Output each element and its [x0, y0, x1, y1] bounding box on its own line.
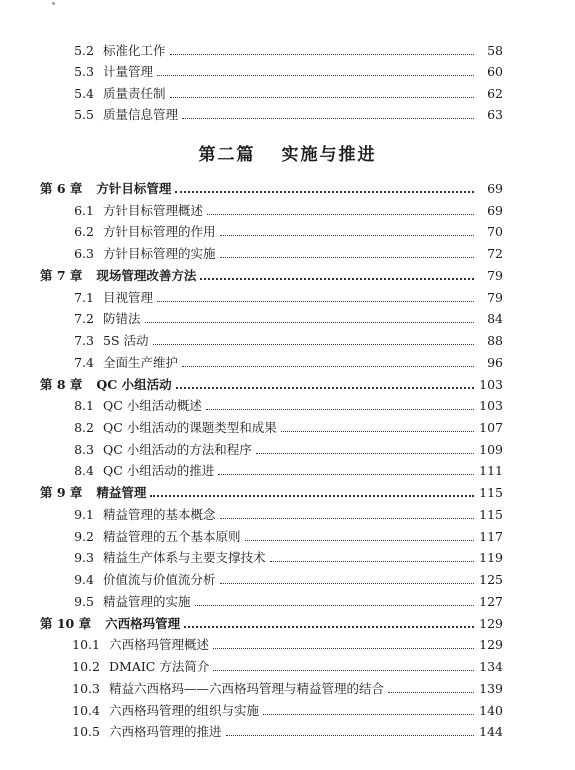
entry-number: 9.2	[74, 528, 94, 544]
entry-page-number: 69	[487, 181, 503, 196]
toc-section-entry	[40, 438, 503, 458]
entry-number: 10.1	[72, 637, 100, 653]
entry-number: 8.2	[74, 420, 94, 436]
entry-title: DMAIC 方法简介	[109, 659, 210, 675]
toc-chapter-entry	[40, 373, 503, 393]
entry-number: 8.3	[74, 441, 94, 457]
entry-page-number: 107	[479, 420, 503, 436]
dot-leader	[184, 626, 474, 628]
entry-title: 全面生产维护	[103, 354, 179, 370]
entry-title: 精益六西格玛——六西格玛管理与精益管理的结合	[109, 680, 385, 696]
dot-leader	[213, 670, 474, 671]
entry-title: 方针目标管理	[96, 181, 172, 196]
entry-number: 第 8 章	[40, 376, 83, 392]
dot-leader	[220, 518, 474, 519]
entry-number: 7.3	[74, 333, 94, 349]
toc-section-entry	[40, 720, 503, 740]
dot-leader	[220, 235, 474, 236]
entry-title: 六西格玛管理的组织与实施	[109, 702, 260, 718]
entry-number: 5.3	[74, 64, 94, 80]
entry-number: 5.5	[74, 106, 94, 122]
entry-number: 10.5	[72, 724, 100, 740]
dot-leader	[176, 387, 474, 389]
toc-section-entry	[40, 286, 503, 306]
toc-section-entry	[40, 677, 503, 697]
entry-number: 6.2	[74, 224, 94, 240]
entry-number: 第 10 章	[40, 615, 92, 631]
entry-number: 8.4	[74, 463, 94, 479]
entry-title: 方针目标管理的实施	[103, 246, 216, 262]
dot-leader	[245, 540, 474, 541]
entry-number: 10.3	[72, 680, 100, 696]
entry-page-number: 62	[487, 85, 503, 101]
entry-page-number: 127	[479, 593, 503, 609]
entry-title: 价值流与价值流分析	[103, 572, 216, 588]
entry-number: 6.1	[74, 202, 94, 218]
entry-title: QC 小组活动的推进	[103, 463, 215, 479]
dot-leader	[256, 453, 474, 454]
dot-leader	[170, 97, 474, 98]
part-label: 第二篇	[198, 145, 256, 165]
scan-speck	[52, 2, 55, 5]
entry-title: QC 小组活动的课题类型和成果	[103, 420, 277, 436]
toc-section-entry	[40, 82, 503, 102]
entry-title: QC 小组活动概述	[103, 398, 202, 414]
entry-title: 计量管理	[103, 64, 154, 80]
entry-page-number: 58	[487, 43, 503, 58]
entry-title: 方针目标管理的作用	[103, 224, 216, 240]
part-name: 实施与推进	[281, 145, 377, 165]
entry-page-number: 96	[487, 354, 503, 370]
entry-title: 质量责任制	[103, 85, 166, 101]
entry-title: 精益管理	[96, 485, 147, 501]
toc-section-entry	[40, 416, 503, 436]
entry-page-number: 129	[479, 637, 503, 653]
toc-section-entry	[40, 39, 503, 59]
entry-number: 7.1	[74, 289, 94, 305]
entry-title: 5S 活动	[103, 333, 149, 349]
entry-page-number: 115	[479, 485, 503, 501]
entry-page-number: 103	[479, 376, 503, 392]
dot-leader	[220, 583, 474, 584]
dot-leader	[175, 191, 474, 193]
dot-leader	[207, 214, 474, 215]
toc-section-entry	[40, 633, 503, 653]
entry-page-number: 134	[479, 659, 503, 675]
toc-section-entry	[40, 699, 503, 719]
entry-page-number: 88	[487, 333, 503, 349]
entry-number: 7.2	[74, 311, 94, 327]
dot-leader	[153, 344, 475, 345]
dot-leader	[213, 648, 474, 649]
toc-section-entry	[40, 103, 503, 123]
dot-leader	[206, 409, 474, 410]
entry-page-number: 72	[487, 246, 503, 262]
entry-number: 第 7 章	[40, 267, 83, 283]
toc-section-entry	[40, 546, 503, 566]
toc-section-entry	[40, 394, 503, 414]
dot-leader	[195, 605, 474, 606]
entry-page-number: 129	[479, 615, 503, 631]
entry-number: 9.5	[74, 593, 94, 609]
entry-page-number: 84	[487, 311, 503, 327]
toc-section-entry	[40, 242, 503, 262]
entry-number: 7.4	[74, 354, 94, 370]
entry-title: 现场管理改善方法	[96, 267, 197, 283]
part-title	[0, 140, 575, 165]
toc-chapter-entry	[40, 481, 503, 501]
toc-section-entry	[40, 329, 503, 349]
entry-page-number: 79	[487, 289, 503, 305]
entry-number: 6.3	[74, 246, 94, 262]
entry-page-number: 119	[479, 550, 503, 566]
entry-title: 方针目标管理概述	[103, 202, 204, 218]
entry-title: 精益管理的实施	[103, 593, 191, 609]
dot-leader	[281, 431, 474, 432]
dot-leader	[218, 474, 474, 475]
entry-title: 六西格玛管理概述	[109, 637, 210, 653]
toc-section-entry	[40, 568, 503, 588]
entry-title: 精益生产体系与主要支撑技术	[103, 550, 266, 566]
toc-section-entry	[40, 459, 503, 479]
entry-title: 标准化工作	[103, 43, 166, 58]
entry-page-number: 115	[479, 506, 503, 522]
entry-title: QC 小组活动的方法和程序	[103, 441, 252, 457]
toc-chapter-entry	[40, 612, 503, 632]
dot-leader	[263, 714, 474, 715]
toc-section-entry	[40, 655, 503, 675]
entry-title: 六西格玛管理的推进	[109, 724, 222, 740]
dot-leader	[170, 54, 474, 55]
dot-leader	[150, 495, 474, 497]
toc-chapter-entry	[40, 177, 503, 197]
entry-page-number: 125	[479, 572, 503, 588]
dot-leader	[388, 692, 474, 693]
entry-page-number: 79	[487, 267, 503, 283]
entry-page-number: 69	[487, 202, 503, 218]
toc-chapter-entry	[40, 264, 503, 284]
dot-leader	[270, 561, 474, 562]
entry-title: 目视管理	[103, 289, 154, 305]
entry-page-number: 117	[479, 528, 503, 544]
entry-number: 9.4	[74, 572, 94, 588]
dot-leader	[145, 322, 474, 323]
entry-page-number: 63	[487, 106, 503, 122]
entry-number: 8.1	[74, 398, 94, 414]
entry-page-number: 140	[479, 702, 503, 718]
entry-number: 5.4	[74, 85, 94, 101]
entry-page-number: 144	[479, 724, 503, 740]
toc-section-entry	[40, 60, 503, 80]
entry-title: 精益管理的五个基本原则	[103, 528, 241, 544]
entry-title: 六西格玛管理	[105, 615, 181, 631]
entry-page-number: 103	[479, 398, 503, 414]
entry-title: 精益管理的基本概念	[103, 506, 216, 522]
entry-page-number: 111	[479, 463, 503, 479]
entry-page-number: 139	[479, 680, 503, 696]
entry-number: 5.2	[74, 43, 94, 58]
toc-section-entry	[40, 307, 503, 327]
toc-section-entry	[40, 199, 503, 219]
toc-section-entry	[40, 503, 503, 523]
entry-number: 10.4	[72, 702, 100, 718]
entry-title: QC 小组活动	[96, 376, 172, 392]
entry-number: 9.3	[74, 550, 94, 566]
dot-leader	[226, 735, 474, 736]
dot-leader	[200, 278, 474, 280]
toc-section-entry	[40, 220, 503, 240]
entry-number: 第 9 章	[40, 485, 83, 501]
toc-section-entry	[40, 590, 503, 610]
dot-leader	[157, 301, 474, 302]
toc-section-entry	[40, 351, 503, 371]
dot-leader	[220, 257, 474, 258]
entry-page-number: 70	[487, 224, 503, 240]
entry-title: 防错法	[103, 311, 141, 327]
entry-number: 10.2	[72, 659, 100, 675]
entry-number: 9.1	[74, 506, 94, 522]
toc-section-entry	[40, 525, 503, 545]
entry-title: 质量信息管理	[103, 106, 179, 122]
entry-number: 第 6 章	[40, 181, 83, 196]
dot-leader	[157, 75, 474, 76]
dot-leader	[182, 366, 474, 367]
dot-leader	[182, 118, 474, 119]
entry-page-number: 109	[479, 441, 503, 457]
entry-page-number: 60	[487, 64, 503, 80]
